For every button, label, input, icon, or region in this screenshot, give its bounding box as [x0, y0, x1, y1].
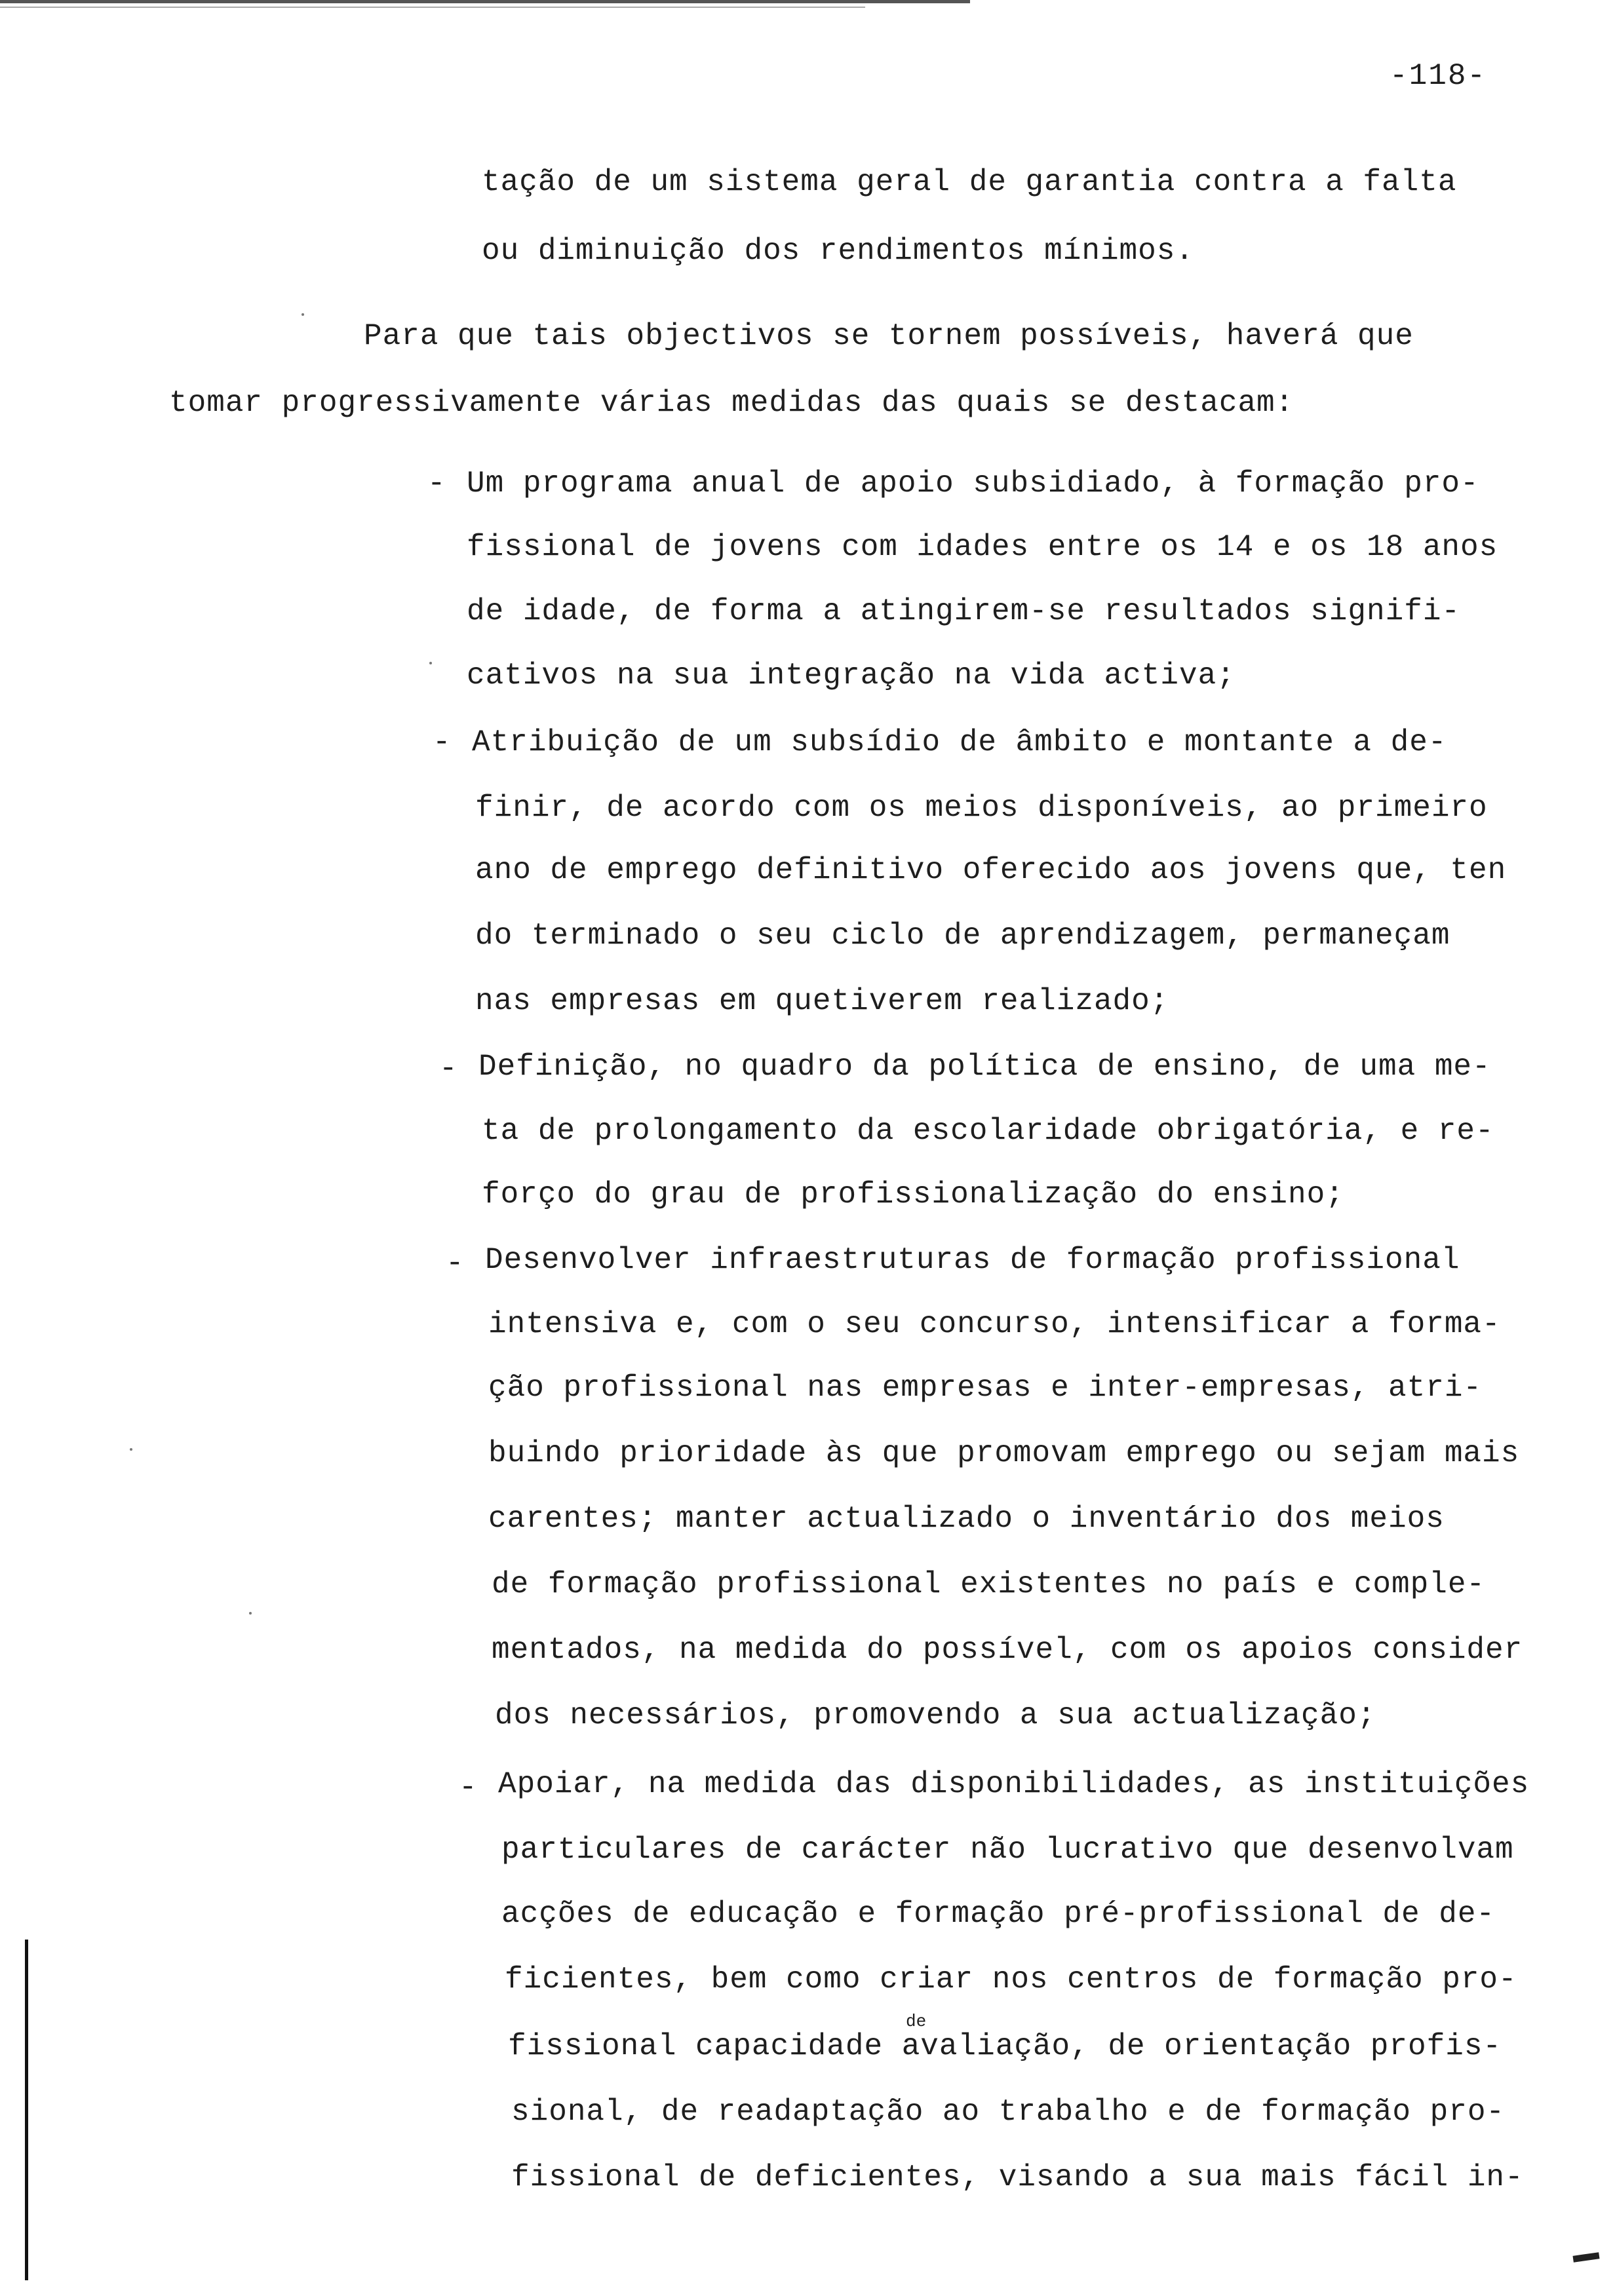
list-bullet: -	[459, 1770, 477, 1805]
list-item-line: mentados, na medida do possível, com os apoios consider	[492, 1633, 1523, 1667]
text-line: tomar progressivamente várias medidas das quais se destacam:	[169, 386, 1294, 420]
list-bullet: -	[446, 1246, 464, 1280]
list-item-line: finir, de acordo com os meios disponíveis, ao primeiro	[475, 791, 1488, 825]
scan-speck	[302, 313, 304, 316]
scan-margin-bar	[25, 1940, 28, 2280]
list-item-line: fissional de jovens com idades entre os 14 e os 18 anos	[467, 530, 1498, 564]
list-item-line: cativos na sua integração na vida activa;	[467, 659, 1236, 693]
list-item-line: Definição, no quadro da política de ensino, de uma me-	[478, 1050, 1491, 1084]
list-item-line: de idade, de forma a atingirem-se resultados signifi-	[467, 594, 1461, 628]
list-item-line: dos necessários, promovendo a sua actualização;	[495, 1698, 1376, 1732]
list-item-line: Desenvolver infraestruturas de formação profissional	[485, 1243, 1460, 1277]
list-item-line: ção profissional nas empresas e inter-empresas, atri-	[488, 1371, 1483, 1405]
list-item-line: carentes; manter actualizado o inventário dos meios	[488, 1502, 1445, 1536]
page-number: -118-	[1390, 59, 1487, 93]
handwritten-insert-mark: de	[906, 2012, 927, 2031]
list-item-line: fissional capacidade avaliação, de orientação profis-	[508, 2029, 1502, 2063]
scan-top-rule	[0, 0, 970, 3]
list-item-line: nas empresas em quetiverem realizado;	[475, 984, 1169, 1018]
list-item-line: fissional de deficientes, visando a sua mais fácil in-	[511, 2160, 1524, 2194]
text-line: ou diminuição dos rendimentos mínimos.	[482, 234, 1194, 268]
list-item-line: Apoiar, na medida das disponibilidades, as instituições	[498, 1767, 1530, 1801]
list-item-line: forço do grau de profissionalização do ensino;	[482, 1177, 1344, 1212]
list-item-line: intensiva e, com o seu concurso, intensificar a forma-	[488, 1307, 1501, 1341]
list-item-line: Um programa anual de apoio subsidiado, à formação pro-	[467, 467, 1479, 501]
list-item-line: particulares de carácter não lucrativo que desenvolvam	[501, 1833, 1514, 1867]
list-item-line: Atribuição de um subsídio de âmbito e montante a de-	[472, 725, 1447, 759]
list-item-line: do terminado o seu ciclo de aprendizagem, permaneçam	[475, 919, 1450, 953]
list-item-line: ta de prolongamento da escolaridade obrigatória, e re-	[482, 1114, 1494, 1148]
text-line: Para que tais objectivos se tornem possíveis, haverá que	[364, 319, 1414, 353]
list-item-line: acções de educação e formação pré-profissional de de-	[501, 1897, 1496, 1931]
scan-top-rule-faint	[0, 7, 865, 8]
text-line: tação de um sistema geral de garantia contra a falta	[482, 165, 1457, 199]
list-bullet: -	[433, 725, 451, 759]
list-bullet: -	[427, 467, 446, 501]
list-item-line: ano de emprego definitivo oferecido aos jovens que, ten	[475, 853, 1507, 887]
list-item-line: buindo prioridade às que promovam emprego ou sejam mais	[488, 1436, 1520, 1470]
list-item-line: ficientes, bem como criar nos centros de formação pro-	[505, 1962, 1517, 1997]
list-bullet: -	[439, 1052, 457, 1086]
scan-speck	[130, 1448, 132, 1451]
scan-speck	[249, 1612, 252, 1615]
list-item-line: sional, de readaptação ao trabalho e de formação pro-	[511, 2095, 1506, 2129]
scan-speck	[429, 662, 432, 664]
scan-corner-mark	[1572, 2252, 1599, 2262]
list-item-line: de formação profissional existentes no país e comple-	[492, 1567, 1486, 1601]
